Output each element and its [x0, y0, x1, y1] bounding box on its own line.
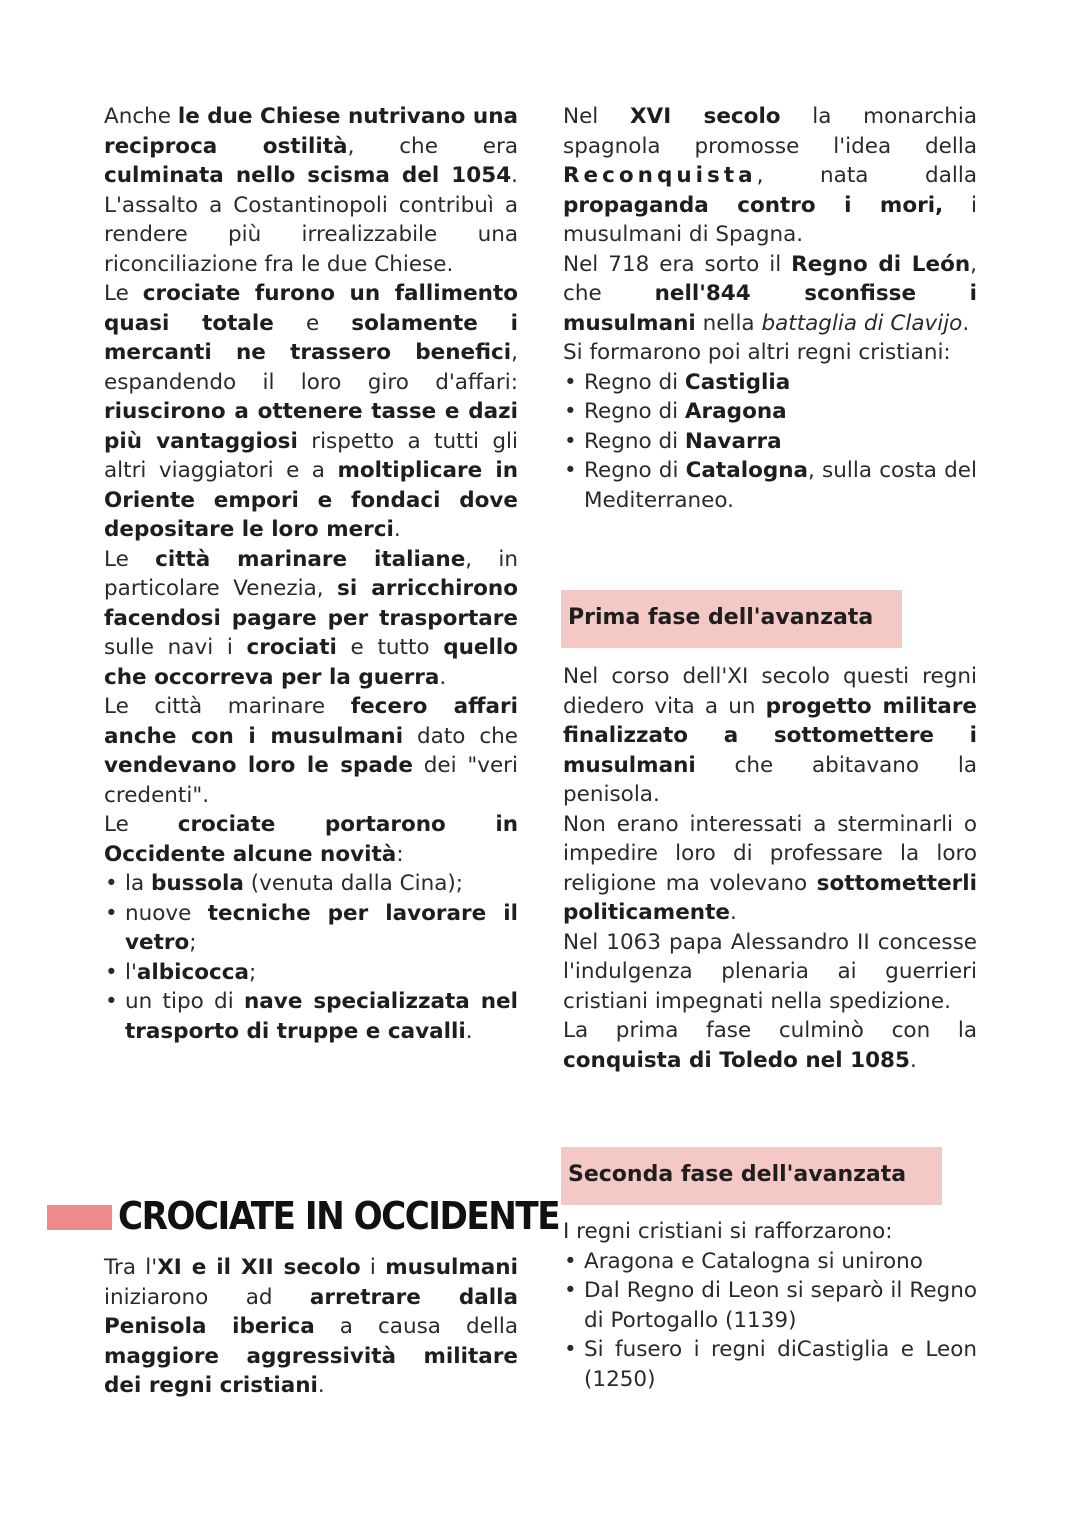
list-item: • nuove tecniche per lavorare il vetro;	[104, 899, 518, 958]
list-item: • Regno di Aragona	[563, 397, 977, 427]
paragraph-muslim-trade: Le città marinare fecero affari anche con i musulmani dato che vendevano loro le spade dei "veri credenti".	[104, 694, 518, 808]
list-item: • Regno di Castiglia	[563, 368, 977, 398]
first-phase-text	[563, 662, 977, 1075]
list-item: • Si fusero i regni diCastiglia e Leon (1250)	[563, 1335, 977, 1394]
list-item: • un tipo di nave specializzata nel trasporto di truppe e cavalli.	[104, 987, 518, 1046]
paragraph-retreat: Tra l'XI e il XII secolo i musulmani iniziarono ad arretrare dalla Penisola iberica a causa della maggiore aggressività militare dei regni cristiani.	[104, 1255, 518, 1398]
paragraph-reconquista: Nel XVI secolo la monarchia spagnola promosse l'idea della Reconquista, nata dalla propaganda contro i mori, i musulmani di Spagna.	[563, 104, 977, 247]
paragraph-toledo: La prima fase culminò con la conquista di Toledo nel 1085.	[563, 1018, 977, 1073]
subheading-second-phase: Seconda fase dell'avanzata	[561, 1147, 942, 1205]
paragraph-schism: Anche le due Chiese nutrivano una reciproca ostilità, che era culminata nello scisma del 1054. L'assalto a Costantinopoli contribuì a rendere più irrealizzabile una riconciliazione fra le due Chiese.	[104, 104, 519, 277]
paragraph-not-exterminate: Non erano interessati a sterminarli o impedire loro di professare la loro religione ma volevano sottometterli politicamente.	[563, 811, 977, 925]
paragraph-strengthened: I regni cristiani si rafforzarono:	[563, 1219, 893, 1244]
list-item: • Regno di Catalogna, sulla costa del Mediterraneo.	[563, 456, 977, 515]
paragraph-other-kingdoms: Si formarono poi altri regni cristiani:	[563, 340, 951, 365]
paragraph-military-project: Nel corso dell'XI secolo questi regni diedero vita a un progetto militare finalizzato a sottomettere i musulmani che abitavano la penisola.	[563, 664, 978, 807]
novelties-list	[104, 869, 518, 1046]
second-phase-text	[563, 1217, 977, 1394]
list-item: • Regno di Navarra	[563, 427, 977, 457]
left-lower-text	[104, 1253, 518, 1401]
section-title: CROCIATE IN OCCIDENTE	[112, 1190, 565, 1242]
paragraph-leon: Nel 718 era sorto il Regno di León, che nell'844 sconfisse i musulmani nella battaglia di Clavijo.	[563, 251, 977, 336]
paragraph-failure: Le crociate furono un fallimento quasi totale e solamente i mercanti ne trassero benefici, espandendo il loro giro d'affari: riuscirono a ottenere tasse e dazi più vantaggiosi rispetto a tutti gli altri viaggiatori e a moltiplicare in Oriente empori e fondaci dove depositare le loro merci.	[104, 281, 519, 542]
subheading-first-phase: Prima fase dell'avanzata	[561, 590, 902, 648]
right-column	[563, 102, 977, 515]
paragraph-maritime-cities: Le città marinare italiane, in particolare Venezia, si arricchirono facendosi pagare per trasportare sulle navi i crociati e tutto quello che occorreva per la guerra.	[104, 546, 518, 690]
left-column	[104, 102, 518, 1046]
list-item: • Dal Regno di Leon si separò il Regno di Portogallo (1139)	[563, 1276, 977, 1335]
list-item: • la bussola (venuta dalla Cina);	[104, 869, 518, 899]
list-item: • Aragona e Catalogna si unirono	[563, 1247, 977, 1277]
paragraph-novelties: Le crociate portarono in Occidente alcune novità:	[104, 812, 519, 867]
list-item: • l'albicocca;	[104, 958, 518, 988]
second-phase-list	[563, 1247, 977, 1395]
kingdoms-list	[563, 368, 977, 516]
paragraph-indulgence: Nel 1063 papa Alessandro II concesse l'indulgenza plenaria ai guerrieri cristiani impegnati nella spedizione.	[563, 929, 977, 1014]
